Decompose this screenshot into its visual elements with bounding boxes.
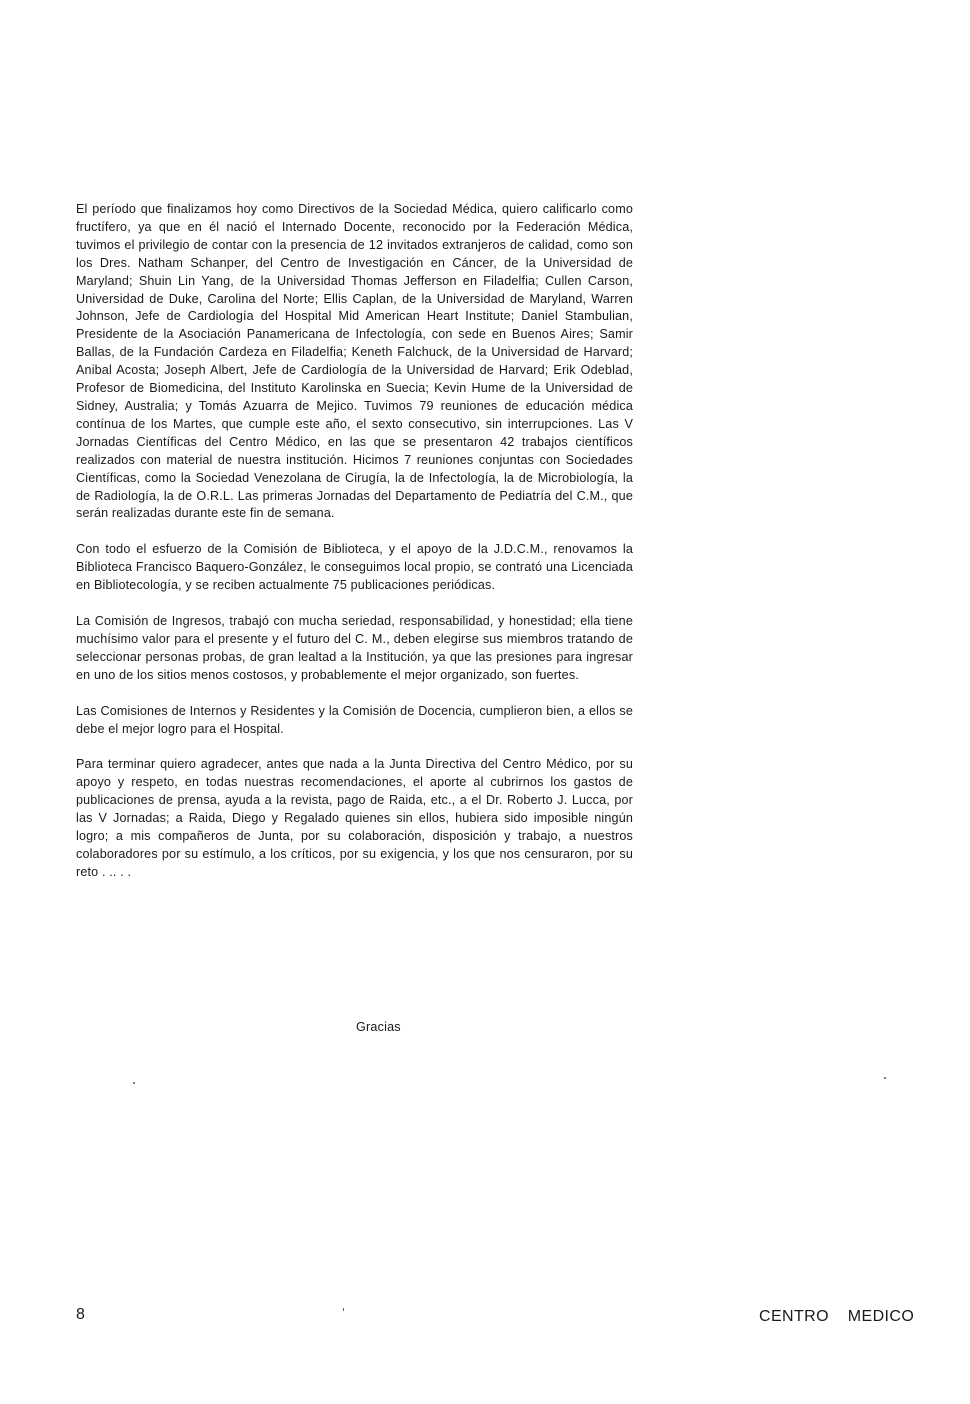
scan-speck — [343, 1308, 344, 1311]
page-number: 8 — [76, 1306, 85, 1323]
paragraph-admissions: La Comisión de Ingresos, trabajó con mucha seriedad, responsabilidad, y honestidad; ella tiene muchísimo valor para el presente y el futuro del C. M., deben elegirse sus miembros tratando de seleccionar personas probas, de gran lealtad a la Institución, ya que las presiones para ingresar en uno de los sitios menos costosos, y probablemente el mejor organizado, son fuertes. — [76, 614, 633, 682]
body-text — [76, 201, 633, 900]
paragraph-achievements: El período que finalizamos hoy como Directivos de la Sociedad Médica, quiero calificarlo como fructífero, ya que en él nació el Internado Docente, reconocido por la Federación Médica, tuvimos el privilegio de contar con la presencia de 12 invitados extranjeros de calidad, como son los Dres. Natham Schanper, del Centro de Investigación en Cáncer, de la Universidad de Maryland; Shuin Lin Yang, de la Universidad Thomas Jefferson en Filadelfia; Cullen Carson, Universidad de Duke, Carolina del Norte; Ellis Caplan, de la Universidad de Maryland, Warren Johnson, Jefe de Cardiología del Hospital Mid American Heart Institute; Daniel Stambulian, Presidente de la Asociación Panamericana de Infectología, con sede en Buenos Aires; Samir Ballas, de la Fundación Cardeza en Filadelfia; Keneth Falchuck, de la Universidad de Harvard; Anibal Acosta; Joseph Albert, Jefe de Cardiología de la Universidad de Harvard; Erik Odeblad, Profesor de Biomedicina, del Instituto Karolinska en Suecia; Kevin Hume de la Universidad de Sidney, Australia; y Tomás Azuarra de Mejico. Tuvimos 79 reuniones de educación médica contínua de los Martes, que cumple este año, el sexto consecutivo, sin interrupciones. Las V Jornadas Científicas del Centro Médico, en las que se presentaron 42 trabajos científicos realizados con material de nuestra institución. Hicimos 7 reuniones conjuntas con Sociedades Científicas, como la Sociedad Venezolana de Cirugía, la de Infectología, la de Microbiología, la de Radiología, la de O.R.L. Las primeras Jornadas del Departamento de Pediatría del C.M., que serán realizadas durante este fin de semana. — [76, 202, 633, 521]
closing-thanks: Gracias — [356, 1020, 401, 1034]
publication-title: CENTRO MEDICO — [759, 1308, 915, 1325]
scan-speck — [133, 1082, 135, 1084]
paragraph-commissions: Las Comisiones de Internos y Residentes y la Comisión de Docencia, cumplieron bien, a ellos se debe el mejor logro para el Hospital. — [76, 703, 633, 736]
scan-speck — [884, 1077, 886, 1079]
paragraph-library: Con todo el esfuerzo de la Comisión de Biblioteca, y el apoyo de la J.D.C.M., renovamos la Biblioteca Francisco Baquero-González, le conseguimos local propio, se contrató una Licenciada en Bibliotecología, y se reciben actualmente 75 publicaciones periódicas. — [76, 542, 633, 593]
paragraph-acknowledgements: Para terminar quiero agradecer, antes que nada a la Junta Directiva del Centro Médico, por su apoyo y respeto, en todas nuestras recomendaciones, el aporte al cubrirnos los gastos de publicaciones de prensa, ayuda a la revista, pago de Raida, etc., a el Dr. Roberto J. Lucca, por las V Jornadas; a Raida, Diego y Regalado quienes sin ellos, hubiera sido imposible ningún logro; a mis compañeros de Junta, por su colaboración, disposición y trabajo, a nuestros colaboradores por su estímulo, a los críticos, por su exigencia, y los que nos censuraron, por su reto . .. . . — [76, 757, 633, 879]
